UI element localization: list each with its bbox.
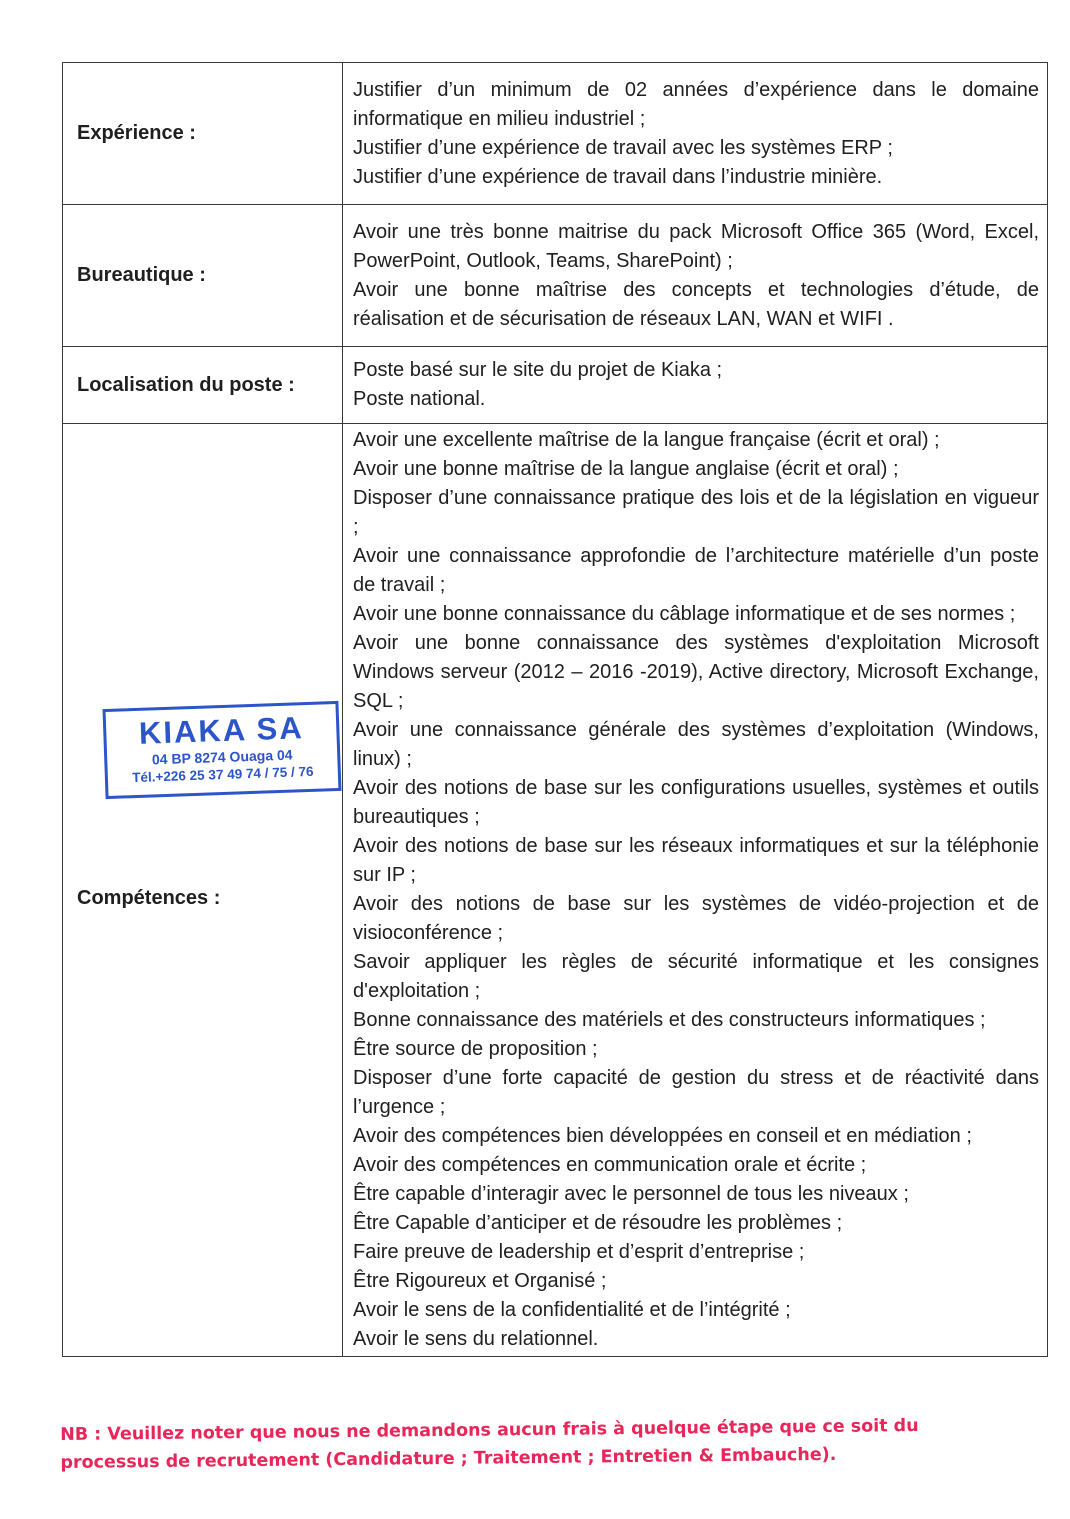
list-item: Justifier d’un minimum de 02 années d’expérience dans le domaine informatique en milieu industriel ; (353, 78, 1039, 130)
list-item: Savoir appliquer les règles de sécurité informatique et les consignes d'exploitation ; (353, 951, 1039, 1002)
list-item: Avoir le sens de la confidentialité et de l’intégrité ; (353, 1299, 791, 1321)
table-row-localisation (63, 347, 1048, 424)
list-item: Avoir le sens du relationnel. (353, 1328, 599, 1350)
row-label: Bureautique : (63, 205, 343, 347)
stamp-company-name: KIAKA SA (138, 710, 305, 751)
list-item: Avoir des notions de base sur les systèmes de vidéo-projection et de visioconférence ; (353, 893, 1039, 944)
row-content (343, 424, 1048, 1357)
list-item: Avoir des compétences bien développées en conseil et en médiation ; (353, 1125, 972, 1147)
list-item: Avoir une très bonne maitrise du pack Microsoft Office 365 (Word, Excel, PowerPoint, Outlook, Teams, SharePoint) ; (353, 220, 1039, 272)
list-item: Être Capable d’anticiper et de résoudre les problèmes ; (353, 1212, 843, 1234)
stamp-address: 04 BP 8274 Ouaga 04 (151, 746, 293, 768)
row-label: Compétences : (63, 424, 343, 1357)
nb-notice-line: processus de recrutement (Candidature ; Traitement ; Entretien & Embauche). (60, 1444, 837, 1473)
nb-notice-line: NB : Veuillez noter que nous ne demandons aucun frais à quelque étape que ce soit du (60, 1416, 919, 1445)
list-item: Bonne connaissance des matériels et des constructeurs informatiques ; (353, 1009, 986, 1031)
table-row-bureautique (63, 205, 1048, 347)
nb-notice (60, 1411, 1051, 1477)
list-item: Avoir une connaissance générale des systèmes d’exploitation (Windows, linux) ; (353, 719, 1039, 770)
company-stamp (103, 701, 342, 799)
list-item: Avoir une connaissance approfondie de l’architecture matérielle d’un poste de travail ; (353, 545, 1039, 596)
row-content (343, 63, 1048, 205)
list-item: Justifier d’une expérience de travail dans l’industrie minière. (353, 165, 883, 188)
list-item: Être Rigoureux et Organisé ; (353, 1270, 607, 1292)
row-label: Localisation du poste : (63, 347, 343, 424)
table-row-experience (63, 63, 1048, 205)
list-item: Disposer d’une forte capacité de gestion du stress et de réactivité dans l’urgence ; (353, 1067, 1039, 1118)
row-content (343, 347, 1048, 424)
list-item: Faire preuve de leadership et d’esprit d’entreprise ; (353, 1241, 805, 1263)
list-item: Avoir une bonne maîtrise de la langue anglaise (écrit et oral) ; (353, 458, 899, 480)
list-item: Avoir une bonne connaissance des systèmes d'exploitation Microsoft Windows serveur (2012 – 2016 -2019), Active directory, Microsoft Exchange, SQL ; (353, 632, 1039, 712)
list-item: Avoir une bonne connaissance du câblage informatique et de ses normes ; (353, 603, 1016, 625)
table-row-competences (63, 424, 1048, 1357)
list-item: Avoir une excellente maîtrise de la langue française (écrit et oral) ; (353, 429, 940, 451)
list-item: Poste basé sur le site du projet de Kiaka ; (353, 359, 723, 381)
list-item: Avoir une bonne maîtrise des concepts et technologies d’étude, de réalisation et de sécurisation de réseaux LAN, WAN et WIFI . (353, 278, 1039, 330)
list-item: Disposer d’une connaissance pratique des lois et de la législation en vigueur ; (353, 487, 1039, 538)
stamp-phone: Tél.+226 25 37 49 74 / 75 / 76 (132, 763, 314, 786)
list-item: Justifier d’une expérience de travail avec les systèmes ERP ; (353, 136, 893, 159)
list-item: Être capable d’interagir avec le personnel de tous les niveaux ; (353, 1183, 909, 1205)
row-label: Expérience : (63, 63, 343, 205)
list-item: Être source de proposition ; (353, 1038, 598, 1060)
list-item: Avoir des notions de base sur les configurations usuelles, systèmes et outils bureautiques ; (353, 777, 1039, 828)
list-item: Avoir des notions de base sur les réseaux informatiques et sur la téléphonie sur IP ; (353, 835, 1039, 886)
row-content (343, 205, 1048, 347)
list-item: Poste national. (353, 388, 486, 410)
list-item: Avoir des compétences en communication orale et écrite ; (353, 1154, 867, 1176)
